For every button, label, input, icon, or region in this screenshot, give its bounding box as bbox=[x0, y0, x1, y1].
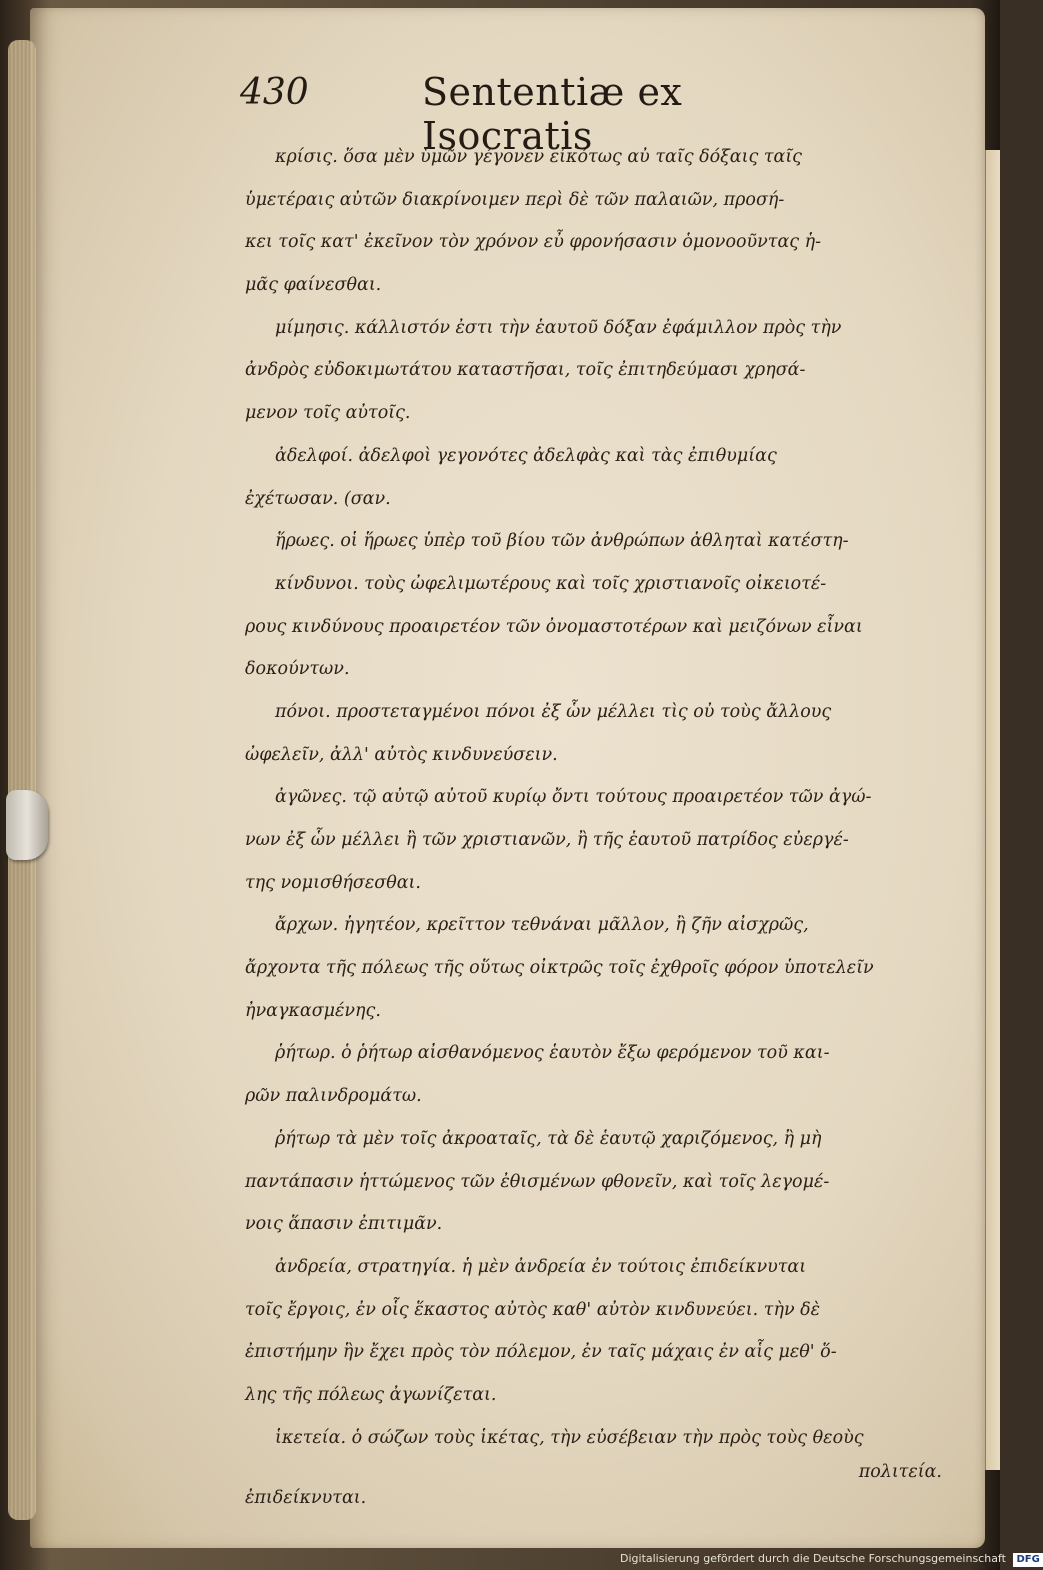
text-line: τοῖς ἔργοις, ἐν οἷς ἕκαστος αὐτὸς καθ' αὐτὸν κινδυνεύει. τὴν δὲ bbox=[245, 1299, 821, 1320]
text-line: ὠφελεῖν, ἀλλ' αὐτὸς κινδυνεύσειν. bbox=[245, 744, 558, 765]
text-line: νων ἐξ ὧν μέλλει ἢ τῶν χριστιανῶν, ἢ τῆς ἑαυτοῦ πατρίδος εὐεργέ- bbox=[245, 830, 849, 850]
dfg-logo: DFG bbox=[1013, 1553, 1042, 1567]
text-line: ἠναγκασμένης. bbox=[245, 1000, 381, 1021]
next-page-edge bbox=[985, 150, 1000, 1470]
text-line: μενον τοῖς αὐτοῖς. bbox=[245, 403, 411, 424]
text-line: κίνδυνοι. τοὺς ὠφελιμωτέρους καὶ τοῖς χριστιανοῖς οἰκειοτέ- bbox=[275, 573, 827, 594]
text-line: ἀγῶνες. τῷ αὐτῷ αὐτοῦ κυρίῳ ὄντι τούτους προαιρετέον τῶν ἀγώ- bbox=[275, 787, 872, 808]
text-line: ὑμετέραις αὐτῶν διακρίνοιμεν περὶ δὲ τῶν παλαιῶν, προσή- bbox=[245, 189, 785, 210]
text-line: παντάπασιν ἡττώμενος τῶν ἐθισμένων φθονεῖν, καὶ τοῖς λεγομέ- bbox=[245, 1171, 830, 1192]
text-line: ἄρχων. ἡγητέον, κρεῖττον τεθνάναι μᾶλλον, ἢ ζῆν αἰσχρῶς, bbox=[275, 915, 809, 936]
text-line: ἐπιδείκνυται. bbox=[245, 1488, 367, 1509]
text-line: κει τοῖς κατ' ἐκεῖνον τὸν χρόνον εὖ φρονήσασιν ὁμονοοῦντας ἡ- bbox=[245, 232, 822, 253]
text-line: κρίσις. ὅσα μὲν ὑμῶν γέγονεν εἰκότως αὐ ταῖς δόξαις ταῖς bbox=[275, 147, 802, 167]
text-line: ἄρχοντα τῆς πόλεως τῆς οὕτως οἰκτρῶς τοῖς ἐχθροῖς φόρον ὑποτελεῖν bbox=[245, 958, 874, 979]
page-number: 430 bbox=[240, 72, 309, 113]
text-line: ῥήτωρ τὰ μὲν τοῖς ἀκροαταῖς, τὰ δὲ ἑαυτῷ χαριζόμενος, ἢ μὴ bbox=[275, 1128, 822, 1149]
text-line: ρῶν παλινδρομάτω. bbox=[245, 1086, 422, 1107]
credit-text: Digitalisierung gefördert durch die Deutsche Forschungsgemeinschaft bbox=[620, 1552, 1006, 1565]
text-line: ἐπιστήμην ἣν ἔχει πρὸς τὸν πόλεμον, ἐν ταῖς μάχαις ἐν αἷς μεθ' ὅ- bbox=[245, 1342, 837, 1363]
text-line: μᾶς φαίνεσθαι. bbox=[245, 275, 382, 296]
text-line: λης τῆς πόλεως ἀγωνίζεται. bbox=[245, 1384, 497, 1405]
text-line: ἥρωες. οἱ ἥρωες ὑπὲρ τοῦ βίου τῶν ἀνθρώπων ἀθληταὶ κατέστη- bbox=[275, 531, 849, 552]
text-line: ἀδελφοί. ἀδελφοὶ γεγονότες ἀδελφὰς καὶ τὰς ἐπιθυμίας bbox=[275, 445, 777, 466]
running-title: Sententiæ ex Isocratis bbox=[422, 70, 683, 158]
page-gutter bbox=[8, 40, 36, 1520]
text-line: ἱκετεία. ὁ σώζων τοὺς ἱκέτας, τὴν εὐσέβειαν τὴν πρὸς τοὺς θεοὺς bbox=[275, 1427, 864, 1448]
text-line: νοις ἅπασιν ἐπιτιμᾶν. bbox=[245, 1214, 443, 1235]
text-line: ἀνδρὸς εὐδοκιμωτάτου καταστῆσαι, τοῖς ἐπιτηδεύμασι χρησά- bbox=[245, 360, 806, 381]
text-line: πολιτεία. bbox=[858, 1462, 942, 1483]
text-line: ρους κινδύνους προαιρετέον τῶν ὀνομαστοτέρων καὶ μειζόνων εἶναι bbox=[245, 616, 863, 637]
body-text bbox=[245, 136, 950, 1511]
text-line: της νομισθήσεσθαι. bbox=[245, 872, 421, 893]
text-line: μίμησις. κάλλιστόν ἐστι τὴν ἑαυτοῦ δόξαν ἐφάμιλλον πρὸς τὴν bbox=[275, 317, 842, 338]
text-line: δοκούντων. bbox=[245, 659, 350, 680]
text-line: ῥήτωρ. ὁ ῥήτωρ αἰσθανόμενος ἑαυτὸν ἔξω φερόμενον τοῦ και- bbox=[275, 1043, 830, 1064]
digitization-credit bbox=[620, 1550, 1040, 1568]
text-line: ἐχέτωσαν. (σαν. bbox=[245, 488, 391, 509]
book-clasp bbox=[6, 790, 48, 860]
text-line: ἀνδρεία, στρατηγία. ἡ μὲν ἀνδρεία ἐν τούτοις ἐπιδείκνυται bbox=[275, 1256, 807, 1277]
text-line: πόνοι. προστεταγμένοι πόνοι ἐξ ὧν μέλλει τὶς οὐ τοὺς ἄλλους bbox=[275, 701, 832, 722]
